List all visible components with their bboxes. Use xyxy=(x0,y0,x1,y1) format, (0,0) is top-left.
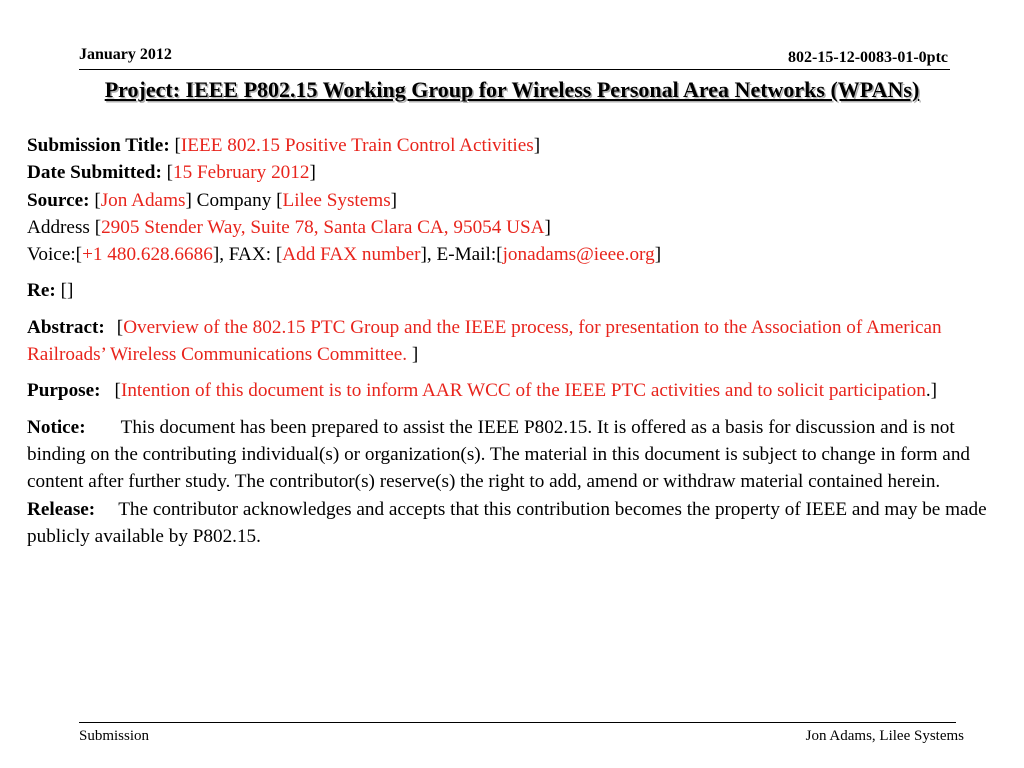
purpose-label: Purpose: xyxy=(27,380,101,402)
notice-label: Notice: xyxy=(27,416,86,438)
release-label: Release: xyxy=(27,498,96,520)
fax-value: Add FAX number xyxy=(282,244,421,266)
contact-line: Voice:[+1 480.628.6686], FAX: [Add FAX number], E-Mail:[jonadams@ieee.org] xyxy=(27,244,662,266)
purpose-value: Intention of this document is to inform AAR WCC of the IEEE PTC activities and to solicit participation xyxy=(120,380,926,402)
header-doc-number: 802-15-12-0083-01-0ptc xyxy=(788,49,948,66)
footer-author: Jon Adams, Lilee Systems xyxy=(805,728,964,744)
source-name: Jon Adams xyxy=(100,189,186,211)
header-rule xyxy=(79,69,950,70)
source-line: Source: [Jon Adams] Company [Lilee Systems] xyxy=(27,189,398,211)
footer-submission: Submission xyxy=(79,728,150,744)
source-label: Source: xyxy=(27,189,90,211)
email-label: E-Mail: xyxy=(436,244,497,266)
date-submitted-label: Date Submitted: xyxy=(27,162,162,184)
submission-title-value: IEEE 802.15 Positive Train Control Activities xyxy=(180,135,534,156)
header-date: January 2012 xyxy=(79,46,172,63)
voice-value: +1 480.628.6686 xyxy=(82,244,213,266)
address-value: 2905 Stender Way, Suite 78, Santa Clara CA, 95054 USA xyxy=(101,216,545,238)
purpose-paragraph: Purpose: [Intention of this document is to inform AAR WCC of the IEEE PTC activities and to solicit participation.] xyxy=(27,380,937,402)
company-label: Company xyxy=(196,189,272,211)
release-paragraph xyxy=(27,496,1017,551)
re-label: Re: xyxy=(27,280,56,302)
submission-title-label: Submission Title: xyxy=(27,135,170,156)
date-submitted-line: Date Submitted: [15 February 2012] xyxy=(27,162,316,184)
fax-label: FAX: xyxy=(228,244,272,266)
abstract-label: Abstract: xyxy=(27,316,105,338)
project-title: Project: IEEE P802.15 Working Group for Wireless Personal Area Networks (WPANs) xyxy=(104,77,920,102)
address-label: Address xyxy=(27,216,90,238)
address-line: Address [2905 Stender Way, Suite 78, Santa Clara CA, 95054 USA] xyxy=(27,216,551,238)
date-submitted-value: 15 February 2012 xyxy=(173,162,310,184)
footer-rule xyxy=(79,722,956,723)
cover-content xyxy=(27,132,1017,550)
submission-title-line: Submission Title: [IEEE 802.15 Positive Train Control Activities] xyxy=(27,135,541,156)
notice-text: This document has been prepared to assist the IEEE P802.15. It is offered as a basis for discussion and is not binding on the contributing individual(s) or organization(s). The material in this document is subject to change in form and content after further study. The contributor(s) reserve(s) the right to add, amend or withdraw material contained herein. xyxy=(27,416,971,493)
release-text: The contributor acknowledges and accepts that this contribution becomes the property of IEEE and may be made publicly available by P802.15. xyxy=(27,498,987,547)
abstract-paragraph: Abstract: [Overview of the 802.15 PTC Group and the IEEE process, for presentation to the Association of American Railroads’ Wireless Communications Committee. ] xyxy=(27,316,942,366)
notice-paragraph xyxy=(27,414,1017,496)
abstract-value: Overview of the 802.15 PTC Group and the IEEE process, for presentation to the Association of American Railroads’ Wireless Communications Committee. xyxy=(27,316,942,366)
re-line xyxy=(27,277,1017,304)
voice-label: Voice: xyxy=(27,244,76,266)
re-value: [] xyxy=(60,280,74,302)
company-value: Lilee Systems xyxy=(282,189,391,211)
email-value[interactable]: jonadams@ieee.org xyxy=(502,244,655,266)
